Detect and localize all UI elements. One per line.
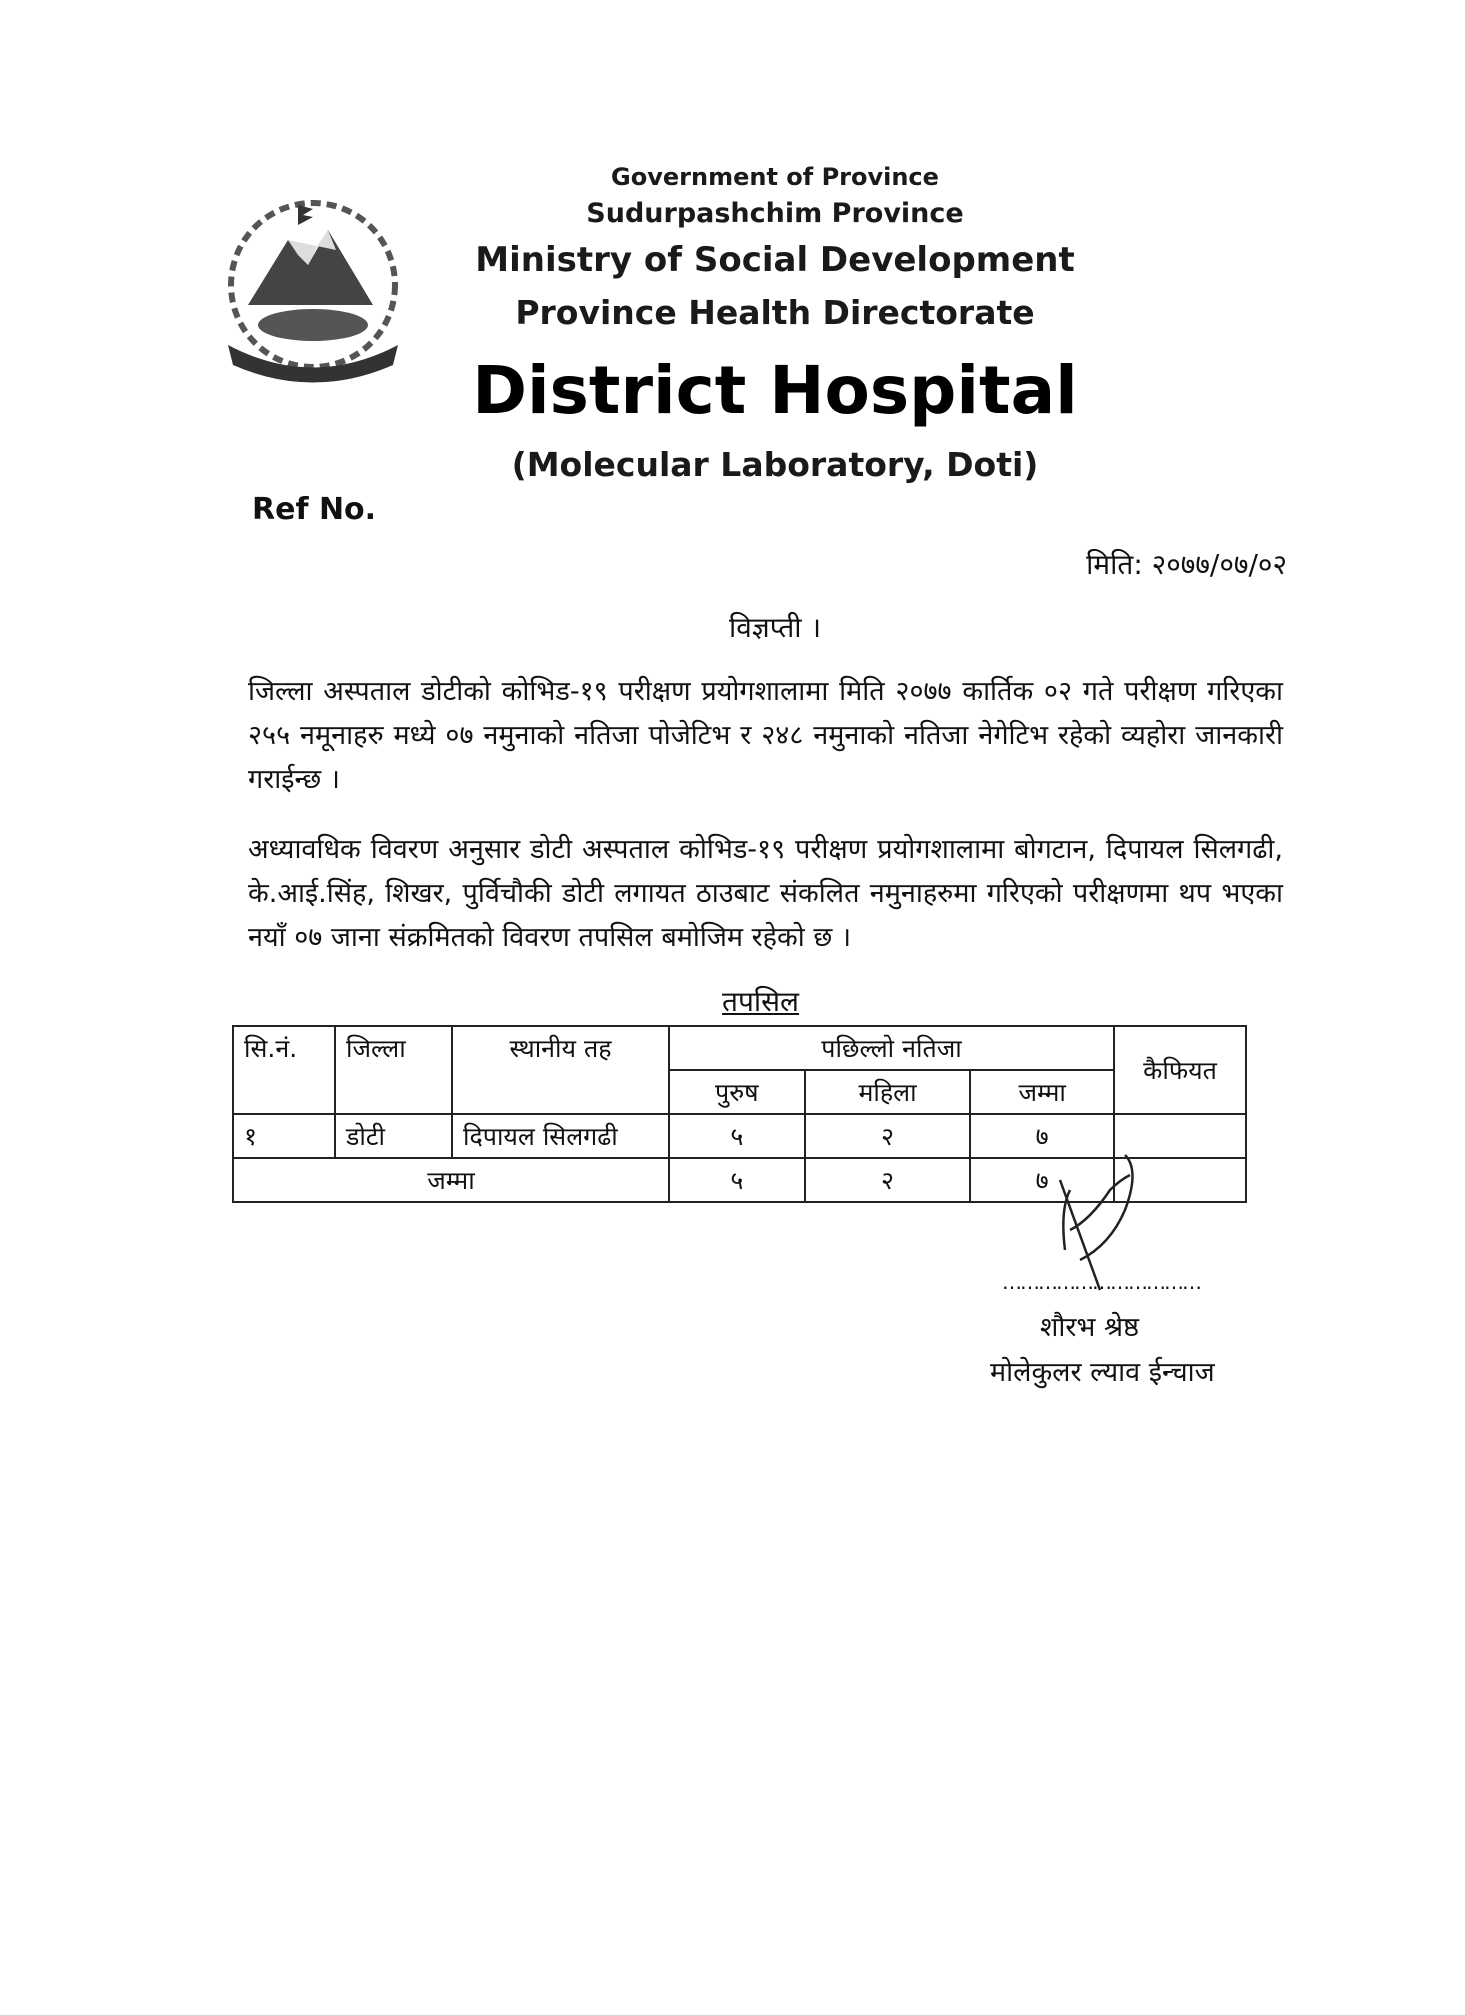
header-line-1: Government of Province [611,163,939,191]
cell-sn: १ [233,1114,335,1158]
header-line-2: Sudurpashchim Province [586,198,964,229]
cell-male: ५ [669,1114,805,1158]
header-line-4: Province Health Directorate [515,293,1035,332]
date: मिति: २०७७/०७/०२ [1086,548,1287,581]
header-latest-result: पछिल्लो नतिजा [669,1026,1114,1070]
signature-dots: …………………………… [1002,1270,1200,1294]
ref-no-label: Ref No. [252,492,377,527]
header-male: पुरुष [669,1070,805,1114]
hospital-subtitle: (Molecular Laboratory, Doti) [511,445,1039,484]
notice-title: विज्ञप्ती । [728,611,822,644]
header-local-level: स्थानीय तह [452,1026,669,1114]
hospital-title: District Hospital [472,352,1078,429]
header-district: जिल्ला [335,1026,452,1114]
cell-local-level: दिपायल सिलगढी [452,1114,669,1158]
header-female: महिला [805,1070,971,1114]
cell-female: २ [805,1114,971,1158]
signatory-name: शौरभ श्रेष्ठ [1040,1312,1139,1343]
total-label: जम्मा [233,1158,669,1202]
header-sn: सि.नं. [233,1026,335,1114]
paragraph-2: अध्यावधिक विवरण अनुसार डोटी अस्पताल कोभिड-१९ परीक्षण प्रयोगशालामा बोगटान, दिपायल सिलगढी, के.आई.सिंह, शिखर, पुर्विचौकी डोटी लगायत ठाउबाट संकलित नमुनाहरुमा गरिएको परीक्षणमा थप भएका नयाँ ०७ जाना संक्रमितको विवरण तपसिल बमोजिम रहेको छ । [248,834,1283,953]
header-line-3: Ministry of Social Development [475,240,1075,280]
total-male: ५ [669,1158,805,1202]
header-remarks: कैफियत [1114,1026,1246,1114]
total-total: ७ [970,1158,1114,1202]
header-total: जम्मा [970,1070,1114,1114]
cell-district: डोटी [335,1114,452,1158]
paragraph-1: जिल्ला अस्पताल डोटीको कोभिड-१९ परीक्षण प्रयोगशालामा मिति २०७७ कार्तिक ०२ गते परीक्षण गरिएका २५५ नमूनाहरु मध्ये ०७ नमुनाको नतिजा पोजेटिभ र २४८ नमुनाको नतिजा नेगेटिभ रहेको व्यहोरा जानकारी गराईन्छ । [248,676,1283,795]
table-title: तपसिल [722,985,800,1018]
total-female: २ [805,1158,971,1202]
cell-total: ७ [970,1114,1114,1158]
signatory-designation: मोलेकुलर ल्याव ईन्चाज [990,1357,1215,1388]
